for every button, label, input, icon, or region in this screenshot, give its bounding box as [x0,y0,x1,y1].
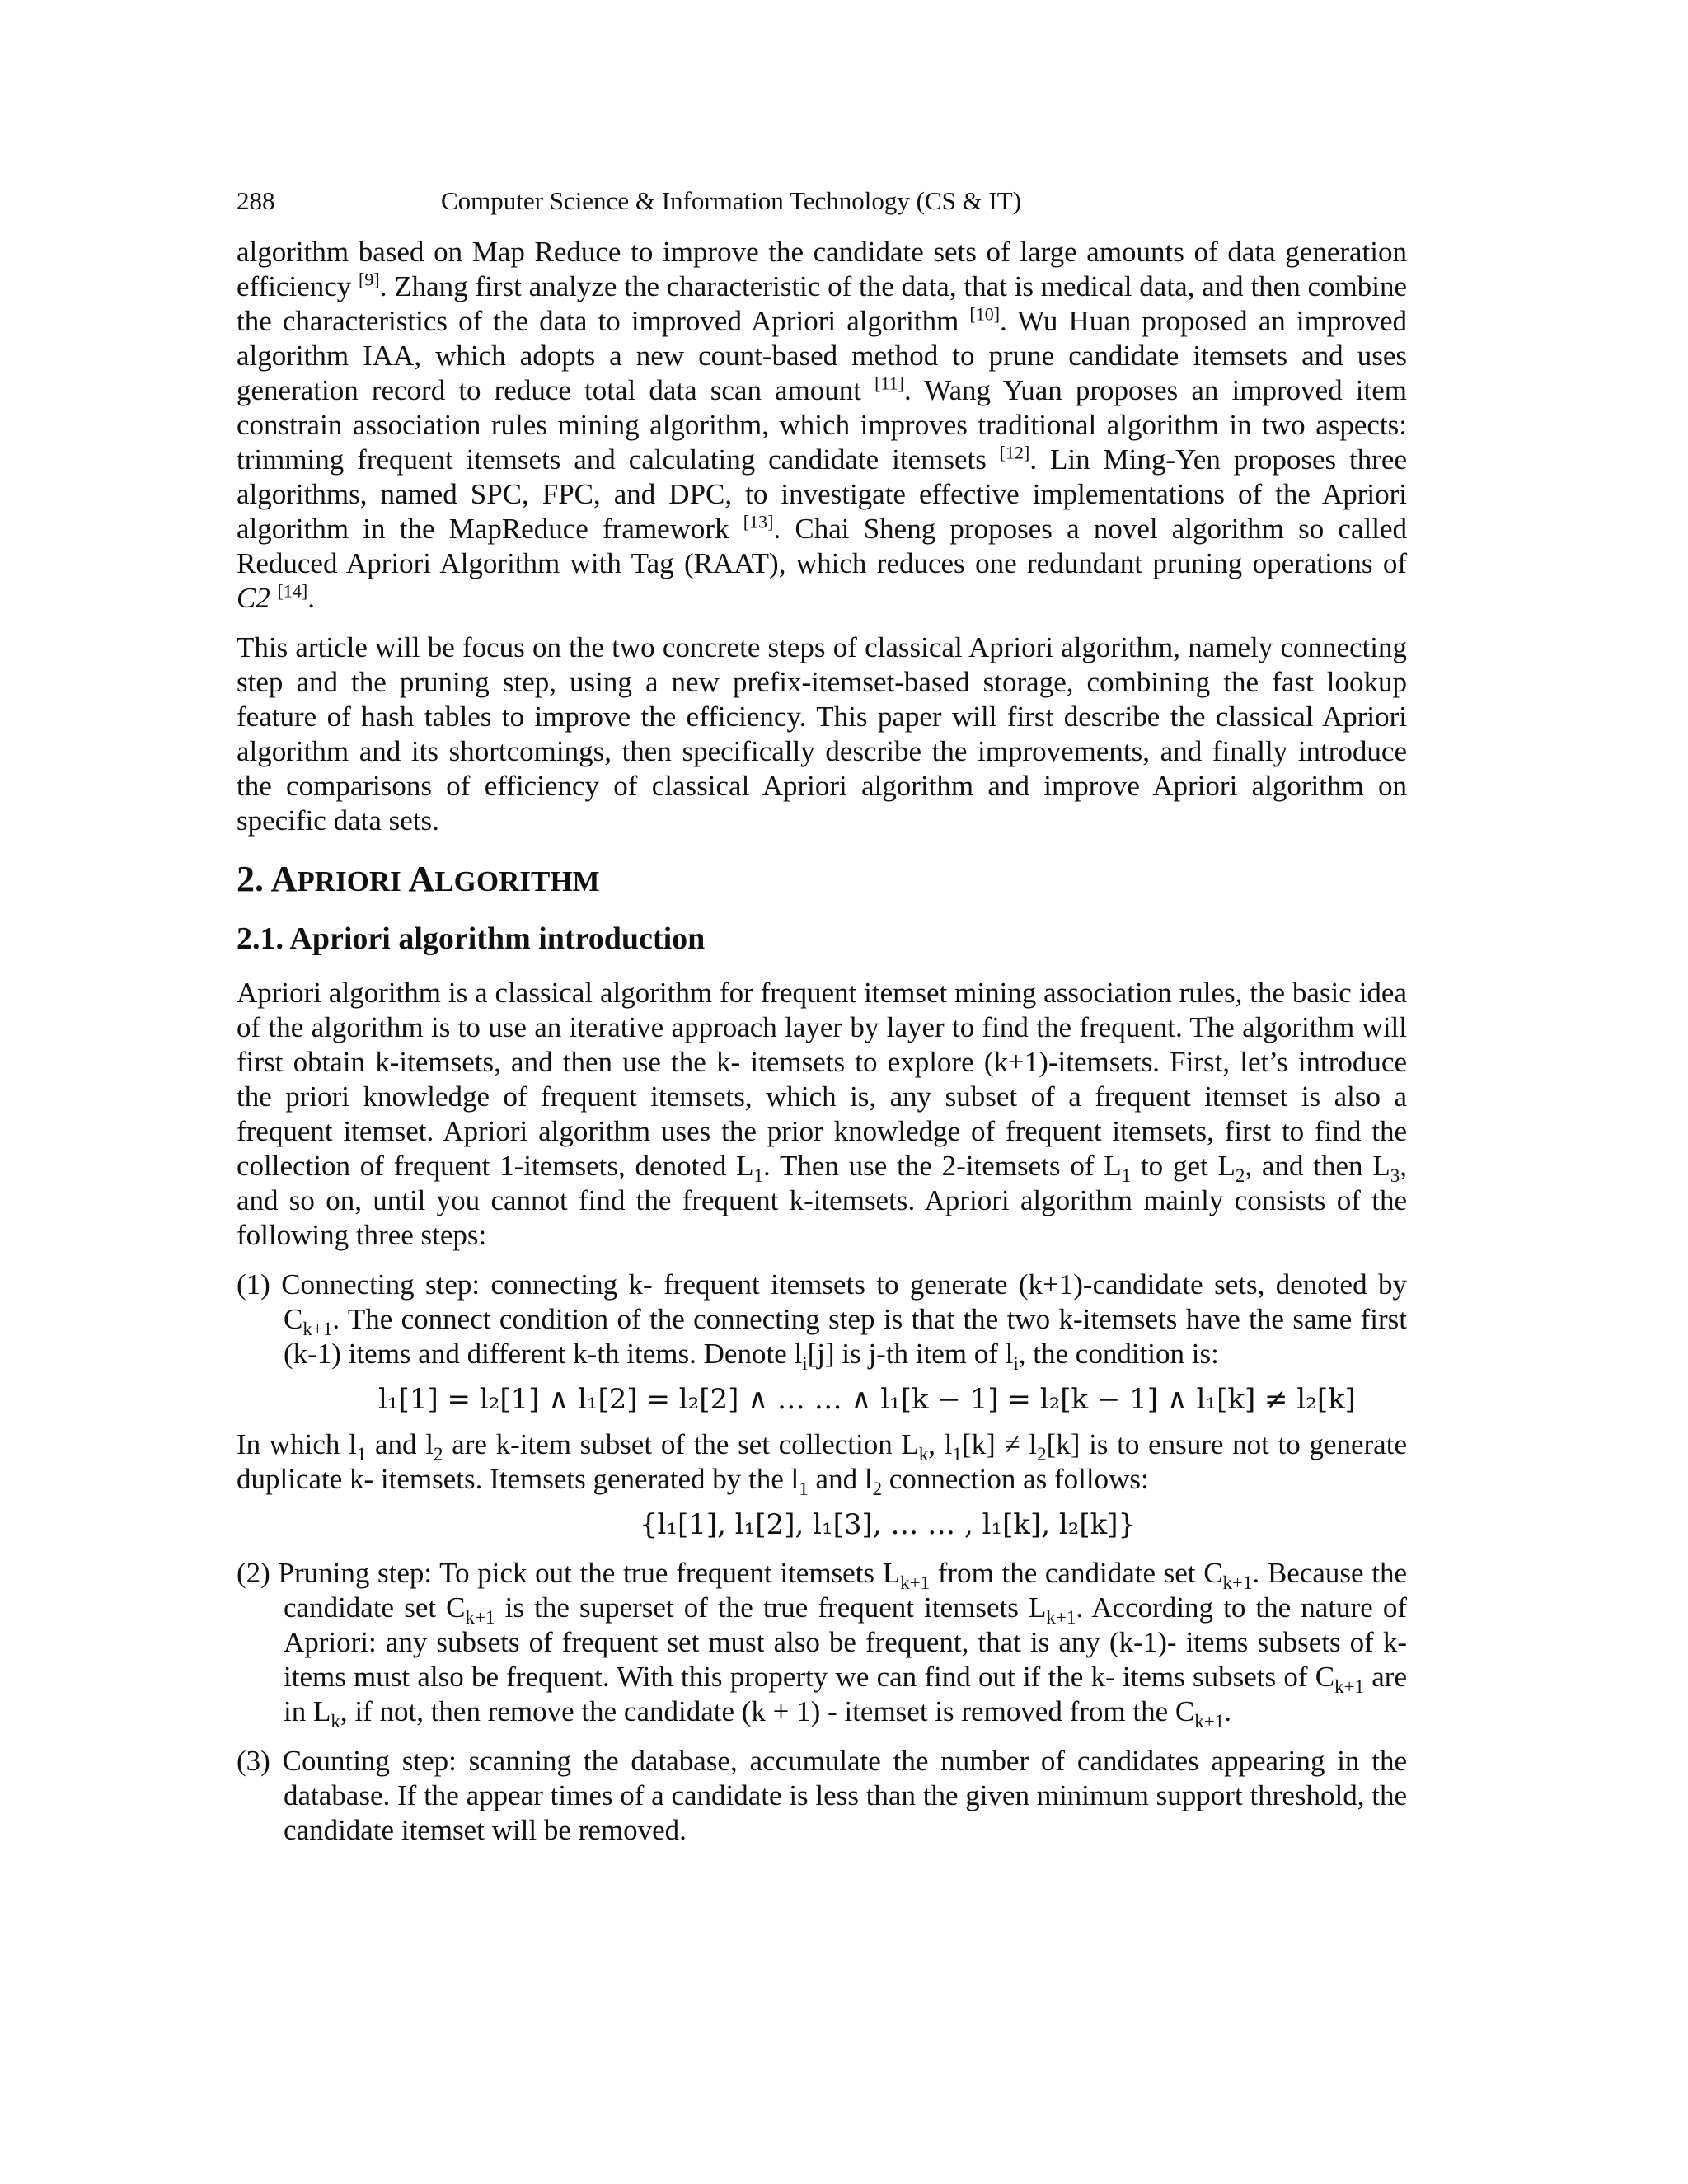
connecting-step-item: (1) Connecting step: connecting k- frequent itemsets to generate (k+1)-candidate sets, denoted by $C_{k+1}$. The connect condition of the connecting step is that the two k-itemsets have the same first (k-1) items and different k-th items. Denote $l_i[j]$ is j-th item of $l_i$, the condition is: [237,1268,1407,1374]
citation-ref: [14] [277,580,308,602]
which-paragraph: In which $l_1$ and $l_2$ are k-item subset of the set collection $L_k$, $l_1[k] \ne l_2[k]$ is to ensure not to generate duplicate k- itemsets. Itemsets generated by the $l_1$ and $l_2$ connection as follows: [237,1428,1407,1499]
subsection-heading-apriori-introduction: 2.1. Apriori algorithm introduction [237,921,706,956]
section-heading-apriori-algorithm: 2. APRIORI ALGORITHM [237,859,600,899]
page-body [237,235,1407,1848]
related-work-paragraph: algorithm based on Map Reduce to improve the candidate sets of large amounts of data generation efficiency [9]. Zhang first analyze the characteristic of the data, that is medical data, and then combine the characteristics of the data to improved Apriori algorithm [10]. Wu Huan proposed an improved algorithm IAA, which adopts a new count-based method to prune candidate itemsets and uses generation record to reduce total data scan amount [11]. Wang Yuan proposes an improved item constrain association rules mining algorithm, which improves traditional algorithm in two aspects: trimming frequent itemsets and calculating candidate itemsets [12]. Lin Ming-Yen proposes three algorithms, named SPC, FPC, and DPC, to investigate effective implementations of the Apriori algorithm in the MapReduce framework [13]. Chai Sheng proposes a novel algorithm so called Reduced Apriori Algorithm with Tag (RAAT), which reduces one redundant pruning operations of C2 [14]. [237,236,1408,614]
math-c2: C2 [237,582,270,614]
journal-title: Computer Science & Information Technology (CS & IT) [440,186,1022,215]
pruning-step-item: (2) Pruning step: To pick out the true frequent itemsets $L_{k+1}$ from the candidate set $C_{k+1}$. Because the candidate set $C_{k+1}$ is the superset of the true frequent itemsets $L_{k+1}$. According to the nature of Apriori: any subsets of frequent set must also be frequent, that is any (k-1)- items subsets of k-items must also be frequent. With this property we can find out if the k- items subsets of $C_{k+1}$ are in $L_k$, if not, then remove the candidate (k + 1) - itemset is removed from the $C_{k+1}$. [237,1557,1408,1732]
article-overview-paragraph: This article will be focus on the two concrete steps of classical Apriori algorithm, namely connecting step and the pruning step, using a new prefix-itemset-based storage, combining the fast lookup feature of hash tables to improve the efficiency. This paper will first describe the classical Apriori algorithm and its shortcomings, then specifically describe the improvements, and finally introduce the comparisons of efficiency of classical Apriori algorithm and improve Apriori algorithm on specific data sets. [237,631,1407,837]
page-number: 288 [237,186,275,215]
apriori-introduction-paragraph: Apriori algorithm is a classical algorithm for frequent itemset mining association rules, the basic idea of the algorithm is to use an iterative approach layer by layer to find the frequent. The algorithm will first obtain k-itemsets, and then use the k- itemsets to explore (k+1)-itemsets. First, let’s introduce the priori knowledge of frequent itemsets, which is, any subset of a frequent itemset is also a frequent itemset. Apriori algorithm uses the prior knowledge of frequent itemsets, first to find the collection of frequent 1-itemsets, denoted $L_1$. Then use the 2-itemsets of $L_1$ to get $L_2$, and then $L_3$, and so on, until you cannot find the frequent k-itemsets. Apriori algorithm mainly consists of the following three steps: [237,977,1407,1251]
counting-step-item: (3) Counting step: scanning the database, accumulate the number of candidates appearing in the database. If the appear times of a candidate is less than the given minimum support threshold, the candidate itemset will be removed. [237,1745,1407,1846]
citation-ref: [9] [359,269,380,290]
page-header [237,183,1407,219]
citation-ref: [11] [874,373,904,394]
citation-ref: [10] [969,303,1001,325]
citation-ref: [13] [743,511,774,532]
generated-itemset-formula: {l₁[1], l₁[2], l₁[3], … … , l₁[k], l₂[k]} [639,1508,1137,1541]
citation-ref: [12] [999,442,1030,463]
connect-condition-formula: l₁[1] = l₂[1] ∧ l₁[2] = l₂[2] ∧ … … ∧ l₁[k − 1] = l₂[k − 1] ∧ l₁[k] ≠ l₂[k] [378,1383,1356,1416]
